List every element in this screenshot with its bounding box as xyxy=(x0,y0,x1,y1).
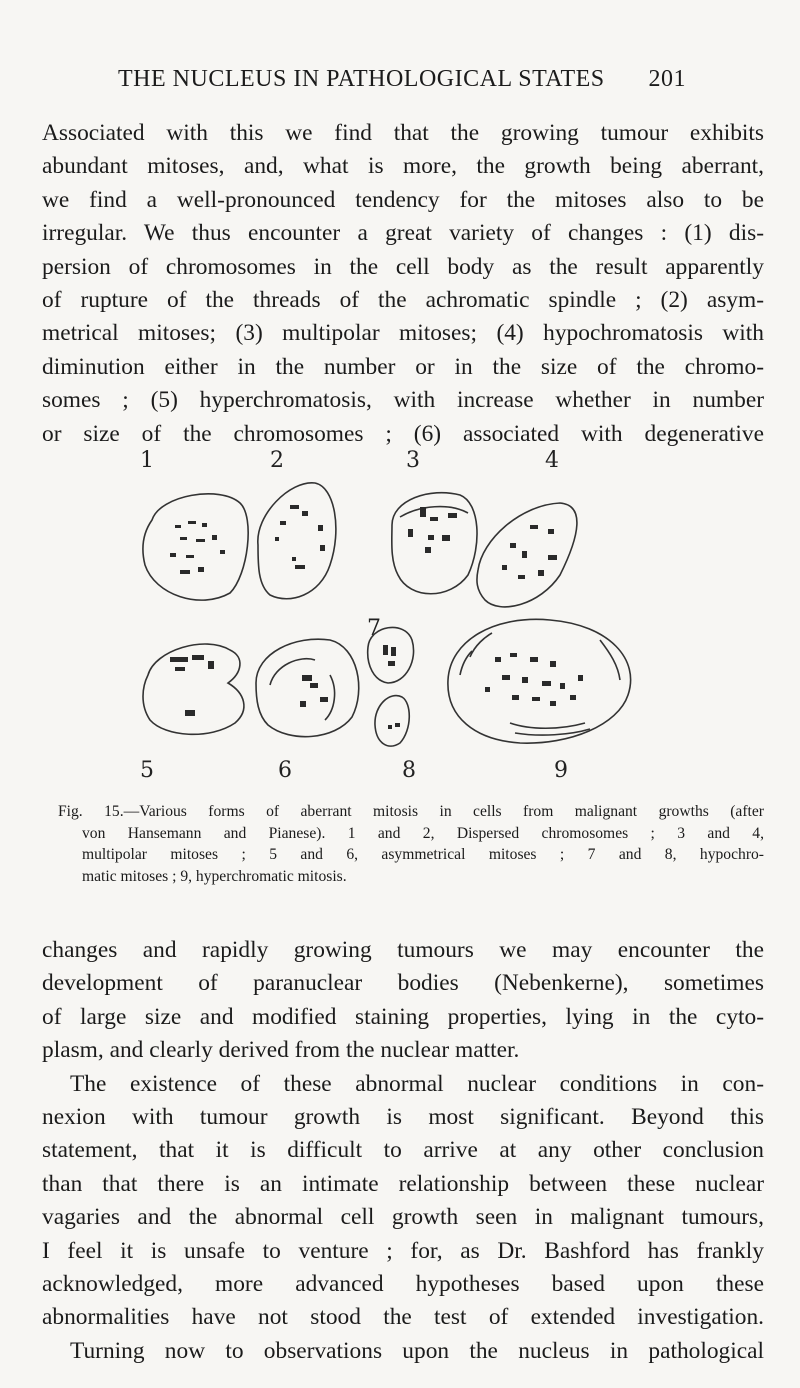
cell-1 xyxy=(143,494,248,600)
paragraph-1 xyxy=(42,117,764,451)
figure-label-4: 4 xyxy=(545,448,559,473)
figure-label-9: 9 xyxy=(554,758,568,783)
figure-label-5: 5 xyxy=(140,758,154,783)
figure-label-2: 2 xyxy=(270,448,284,473)
text-line: metrical mitoses; (3) multipolar mitoses; (4) hypochromatosis with xyxy=(42,320,764,347)
caption-line: von Hansemann and Pianese). 1 and 2, Dispersed chromosomes ; 3 and 4, xyxy=(82,824,764,842)
text-line: diminution either in the number or in the size of the chromo- xyxy=(42,353,764,380)
text-line: of large size and modified staining properties, lying in the cyto- xyxy=(42,1003,764,1030)
cell-8 xyxy=(375,696,409,747)
paragraph-2 xyxy=(42,934,764,1368)
running-title: THE NUCLEUS IN PATHOLOGICAL STATES xyxy=(118,66,605,92)
caption-line: multipolar mitoses ; 5 and 6, asymmetrical mitoses ; 7 and 8, hypochro- xyxy=(82,846,764,863)
text-line: abundant mitoses, and, what is more, the growth being aberrant, xyxy=(42,153,764,180)
text-line: irregular. We thus encounter a great variety of changes : (1) dis- xyxy=(42,220,764,247)
cell-9 xyxy=(448,619,631,743)
caption-line: matic mitoses ; 9, hyperchromatic mitosis. xyxy=(82,867,347,885)
figure-label-6: 6 xyxy=(278,758,292,783)
figure-label-7: 7 xyxy=(367,616,381,641)
figure-15 xyxy=(130,425,670,785)
text-line: I feel it is unsafe to venture ; for, as Dr. Bashford has frankly xyxy=(42,1237,764,1264)
text-line: changes and rapidly growing tumours we may encounter the xyxy=(42,937,764,963)
text-line: of rupture of the threads of the achromatic spindle ; (2) asym- xyxy=(42,287,764,314)
text-line: somes ; (5) hyperchromatosis, with increase whether in number xyxy=(42,387,764,414)
text-line: Turning now to observations upon the nucleus in pathological xyxy=(70,1337,764,1364)
page-number: 201 xyxy=(648,66,686,92)
text-line: persion of chromosomes in the cell body as the result apparently xyxy=(42,253,764,280)
text-line: nexion with tumour growth is most significant. Beyond this xyxy=(42,1104,764,1131)
cell-3 xyxy=(392,493,477,594)
text-line: The existence of these abnormal nuclear conditions in con- xyxy=(70,1070,764,1097)
figure-label-3: 3 xyxy=(406,448,420,473)
text-line: acknowledged, more advanced hypotheses based upon these xyxy=(42,1271,764,1298)
text-line: we find a well-pronounced tendency for the mitoses also to be xyxy=(42,186,764,213)
caption-line: Fig. 15.—Various forms of aberrant mitosis in cells from malignant growths (after xyxy=(58,803,764,820)
cell-2 xyxy=(258,483,336,599)
figure-caption xyxy=(58,801,764,887)
cell-6 xyxy=(256,639,359,736)
text-line: statement, that it is difficult to arrive at any other conclusion xyxy=(42,1137,764,1164)
text-line: Associated with this we find that the growing tumour exhibits xyxy=(42,120,764,146)
figure-label-8: 8 xyxy=(402,758,416,783)
text-line: or size of the chromosomes ; (6) associated with degenerative xyxy=(42,420,764,447)
text-line: vagaries and the abnormal cell growth seen in malignant tumours, xyxy=(42,1204,764,1231)
text-line: plasm, and clearly derived from the nuclear matter. xyxy=(42,1037,520,1064)
text-line: development of paranuclear bodies (Nebenkerne), sometimes xyxy=(42,970,764,997)
mitosis-illustration xyxy=(130,425,670,785)
text-line: than that there is an intimate relationship between these nuclear xyxy=(42,1170,764,1197)
figure-label-1: 1 xyxy=(140,448,154,473)
text-line: abnormalities have not stood the test of extended investigation. xyxy=(42,1304,764,1331)
